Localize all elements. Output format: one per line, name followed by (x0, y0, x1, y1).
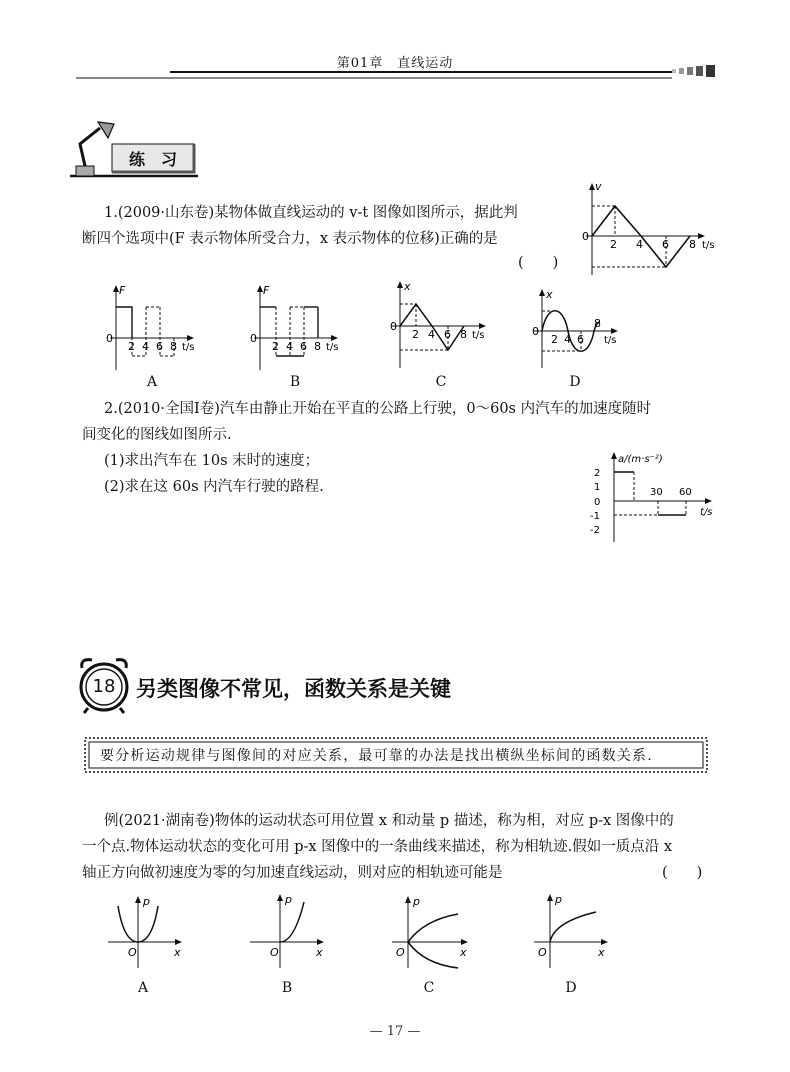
svg-text:x: x (404, 280, 411, 293)
vt-tick-4: 4 (636, 238, 643, 251)
example-line1: 例(2021·湖南卷)物体的运动状态可用位置 x 和动量 p 描述，称为相，对应 p-x 图像中的 (104, 813, 674, 829)
svg-text:t/s: t/s (604, 335, 617, 346)
q1-option-d-label: D (569, 374, 581, 390)
q2-line1: 2.(2010·全国Ⅰ卷)汽车由静止开始在平直的公路上行驶，0～60s 内汽车的加速度随时 (104, 401, 652, 417)
q1-answer-paren: ( ) (518, 255, 559, 271)
vt-tick-0: 0 (582, 230, 589, 243)
svg-text:2: 2 (551, 333, 558, 346)
svg-text:x: x (460, 946, 467, 959)
svg-text:t/s: t/s (472, 330, 485, 341)
vt-graph (578, 180, 723, 280)
svg-text:2: 2 (412, 328, 419, 341)
svg-text:t/s: t/s (700, 507, 713, 518)
svg-text:6: 6 (300, 340, 307, 353)
tip-text: 要分析运动规律与图像间的对应关系，最可靠的办法是找出横纵坐标间的函数关系. (100, 748, 653, 764)
svg-text:x: x (546, 288, 553, 301)
svg-text:0: 0 (532, 325, 539, 338)
svg-text:8: 8 (170, 340, 177, 353)
svg-text:F: F (263, 284, 270, 297)
svg-text:O: O (538, 946, 547, 959)
svg-text:2: 2 (128, 340, 135, 353)
svg-text:60: 60 (679, 487, 692, 498)
svg-text:t/s: t/s (182, 342, 195, 353)
svg-text:x: x (316, 946, 323, 959)
q1-option-a-label: A (146, 374, 158, 390)
page-number: — 17 — (369, 1024, 421, 1039)
chapter-header: 第01章 直线运动 (336, 56, 454, 71)
q2-sub1: (1)求出汽车在 10s 末时的速度； (104, 453, 320, 469)
example-option-d-graph (530, 890, 612, 970)
svg-text:1: 1 (594, 482, 601, 493)
svg-text:4: 4 (286, 340, 293, 353)
example-option-b-label: B (281, 980, 293, 996)
example-option-c-graph (388, 892, 474, 970)
q1-option-c-label: C (435, 374, 447, 390)
vt-tick-8: 8 (689, 238, 696, 251)
svg-text:0: 0 (390, 320, 397, 333)
svg-text:0: 0 (106, 332, 113, 345)
q1-option-d-graph (530, 286, 630, 370)
svg-text:x: x (598, 946, 605, 959)
svg-text:8: 8 (460, 328, 467, 341)
section-title: 另类图像不常见，函数关系是关键 (136, 677, 451, 701)
q2-sub2: (2)求在这 60s 内汽车行驶的路程. (104, 479, 324, 495)
svg-text:p: p (555, 893, 562, 906)
svg-text:a/(m·s⁻²): a/(m·s⁻²) (618, 454, 663, 465)
example-line3: 轴正方向做初速度为零的匀加速直线运动，则对应的相轨迹可能是 (82, 865, 503, 881)
svg-text:p: p (143, 895, 150, 908)
vt-tick-6: 6 (662, 238, 669, 251)
svg-text:6: 6 (577, 333, 584, 346)
svg-text:x: x (174, 946, 181, 959)
svg-text:O: O (270, 946, 279, 959)
svg-text:6: 6 (156, 340, 163, 353)
svg-text:O: O (396, 946, 405, 959)
example-option-d-label: D (565, 980, 577, 996)
svg-text:8: 8 (314, 340, 321, 353)
vt-tick-2: 2 (610, 238, 617, 251)
practice-badge: 练 习 (128, 150, 177, 169)
vt-ylabel: v (595, 180, 602, 193)
q1-option-b-graph (248, 282, 348, 372)
svg-text:2: 2 (272, 340, 279, 353)
svg-text:30: 30 (650, 487, 663, 498)
svg-text:4: 4 (142, 340, 149, 353)
example-option-a-graph (104, 892, 186, 970)
vt-xlabel: t/s (702, 240, 715, 251)
svg-text:6: 6 (444, 328, 451, 341)
svg-text:F: F (119, 284, 126, 297)
q1-option-c-graph (388, 278, 498, 372)
section-number: 18 (92, 676, 116, 697)
header-rule (0, 0, 790, 90)
q2-line2: 间变化的图线如图所示. (82, 427, 232, 443)
svg-text:0: 0 (250, 332, 257, 345)
at-graph (586, 448, 716, 544)
example-option-a-label: A (137, 980, 149, 996)
q1-line1: 1.(2009·山东卷)某物体做直线运动的 v-t 图像如图所示，据此判 (104, 205, 518, 221)
svg-text:2: 2 (594, 468, 601, 479)
example-option-b-graph (246, 890, 328, 970)
example-option-c-label: C (423, 980, 435, 996)
svg-text:p: p (413, 895, 420, 908)
q1-option-a-graph (104, 282, 204, 372)
q1-line2: 断四个选项中(F 表示物体所受合力，x 表示物体的位移)正确的是 (82, 231, 498, 247)
example-answer-paren: ( ) (662, 865, 703, 881)
svg-text:0: 0 (594, 497, 601, 508)
svg-text:-2: -2 (590, 525, 600, 536)
svg-text:4: 4 (428, 328, 435, 341)
svg-text:4: 4 (564, 333, 571, 346)
svg-text:-1: -1 (590, 511, 600, 522)
vt-x-arrow (698, 233, 705, 239)
svg-text:t/s: t/s (326, 342, 339, 353)
svg-text:O: O (128, 946, 137, 959)
q1-option-b-label: B (289, 374, 301, 390)
svg-text:8: 8 (594, 317, 601, 330)
svg-text:p: p (285, 893, 292, 906)
example-line2: 一个点.物体运动状态的变化可用 p-x 图像中的一条曲线来描述，称为相轨迹.假如一质点沿 x (82, 839, 673, 855)
